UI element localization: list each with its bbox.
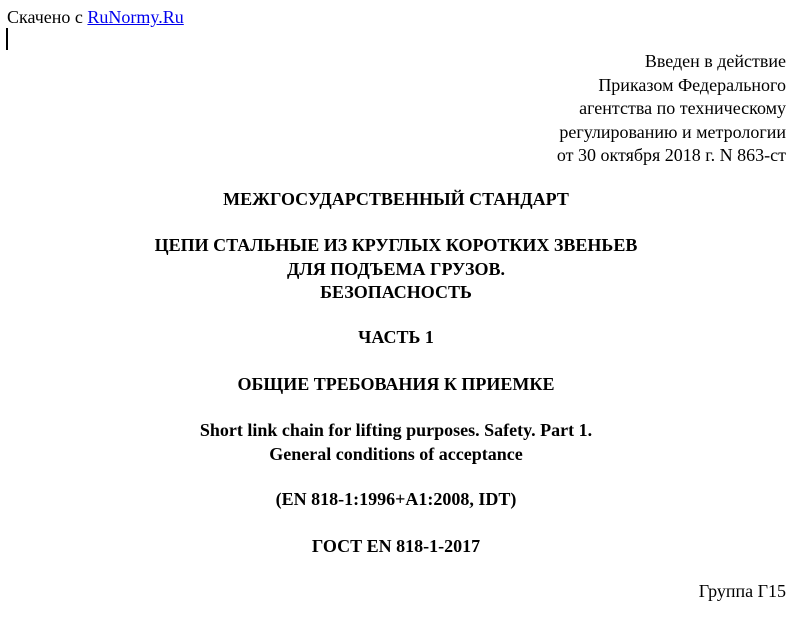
english-title-line: General conditions of acceptance xyxy=(269,443,523,464)
english-title-line: Short link chain for lifting purposes. Safety. Part 1. xyxy=(199,420,593,440)
subtitle: ОБЩИЕ ТРЕБОВАНИЯ К ПРИЕМКЕ xyxy=(237,374,555,394)
intro-line: от 30 октября 2018 г. N 863-ст xyxy=(556,145,786,165)
text-cursor xyxy=(6,28,8,50)
reference-standard: (EN 818-1:1996+A1:2008, IDT) xyxy=(275,489,517,509)
intro-line: регулированию и метрологии xyxy=(559,121,786,142)
source-link[interactable]: RuNormy.Ru xyxy=(87,7,184,27)
standard-type: МЕЖГОСУДАРСТВЕННЫЙ СТАНДАРТ xyxy=(223,189,569,209)
english-title xyxy=(0,419,792,466)
gost-number: ГОСТ EN 818-1-2017 xyxy=(311,536,481,556)
intro-line: Приказом Федерального xyxy=(598,74,786,95)
source-line xyxy=(7,6,184,28)
title-line: ДЛЯ ПОДЪЕМА ГРУЗОВ. xyxy=(286,258,506,279)
title-line: БЕЗОПАСНОСТЬ xyxy=(320,282,472,302)
intro-line: Введен в действие xyxy=(644,51,786,71)
intro-block xyxy=(557,50,786,168)
group-label: Группа Г15 xyxy=(698,581,786,601)
title-line: ЦЕПИ СТАЛЬНЫЕ ИЗ КРУГЛЫХ КОРОТКИХ ЗВЕНЬЕВ xyxy=(154,235,638,255)
part-label: ЧАСТЬ 1 xyxy=(358,327,434,347)
document-title xyxy=(0,234,792,305)
intro-line: агентства по техническому xyxy=(579,98,786,118)
source-prefix: Скачено с xyxy=(7,7,88,27)
